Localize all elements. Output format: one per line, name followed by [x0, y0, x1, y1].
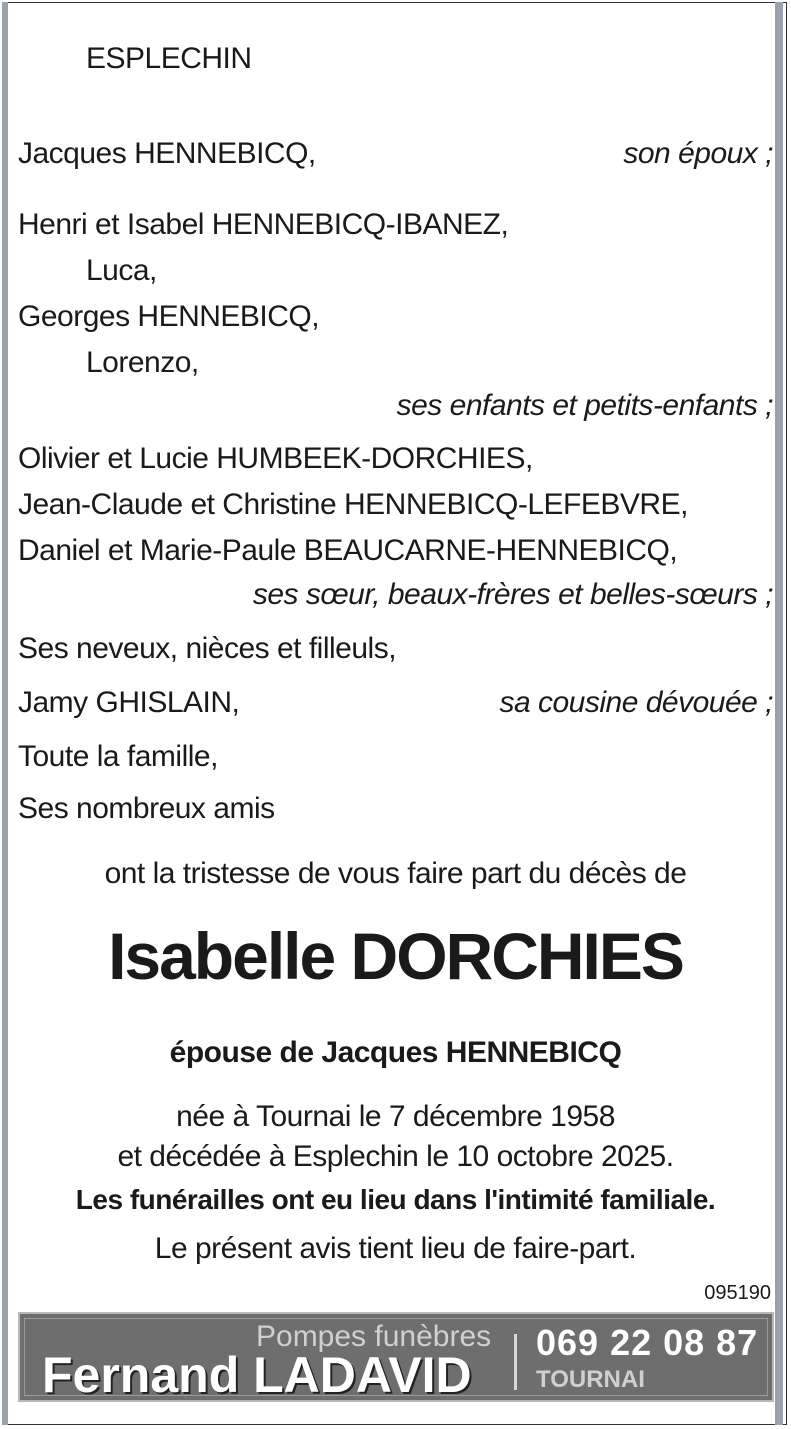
friends-line: Ses nombreux amis [18, 792, 275, 825]
deceased-spouse-line: épouse de Jacques HENNEBICQ [169, 1036, 622, 1069]
deceased-name: Isabelle DORCHIES [108, 919, 683, 993]
announcement-line: ont la tristesse de vous faire part du décès de [104, 857, 687, 890]
funeral-line: Les funérailles ont eu lieu dans l'intimité familiale. [75, 1184, 716, 1215]
funeral-home-banner [18, 1312, 774, 1402]
sibling-line-3: Daniel et Marie-Paule BEAUCARNE-HENNEBICQ, [18, 534, 678, 567]
banner-phone: 069 22 08 87 [536, 1322, 759, 1363]
child-line-2: Georges HENNEBICQ, [18, 300, 320, 333]
banner-city: TOURNAI [536, 1366, 645, 1393]
reference-number: 095190 [704, 1282, 771, 1304]
child-line-1: Henri et Isabel HENNEBICQ-IBANEZ, [18, 208, 509, 241]
banner-pompes-funebres: Pompes funèbres [256, 1320, 492, 1353]
nephews-line: Ses neveux, nièces et filleuls, [18, 632, 397, 665]
grandchild-line-1: Luca, [86, 254, 157, 287]
family-line: Toute la famille, [18, 740, 218, 773]
place-heading: ESPLECHIN [86, 42, 252, 75]
cousin-name: Jamy GHISLAIN, [18, 686, 240, 719]
spouse-role: son époux ; [623, 137, 773, 170]
faire-part-note: Le présent avis tient lieu de faire-part. [154, 1232, 637, 1265]
death-line: et décédée à Esplechin le 10 octobre 2025. [117, 1140, 674, 1173]
banner-company-name: Fernand LADAVID [42, 1347, 472, 1403]
sibling-line-1: Olivier et Lucie HUMBEEK-DORCHIES, [18, 442, 533, 475]
birth-line: née à Tournai le 7 décembre 1958 [176, 1100, 615, 1133]
siblings-role: ses sœur, beaux-frères et belles-sœurs ; [252, 578, 773, 611]
spouse-name: Jacques HENNEBICQ, [18, 137, 316, 170]
children-role: ses enfants et petits-enfants ; [396, 389, 773, 422]
sibling-line-2: Jean-Claude et Christine HENNEBICQ-LEFEBVRE, [18, 488, 688, 521]
cousin-role: sa cousine dévouée ; [499, 686, 773, 719]
banner-separator [514, 1334, 517, 1390]
grandchild-line-2: Lorenzo, [86, 346, 199, 379]
